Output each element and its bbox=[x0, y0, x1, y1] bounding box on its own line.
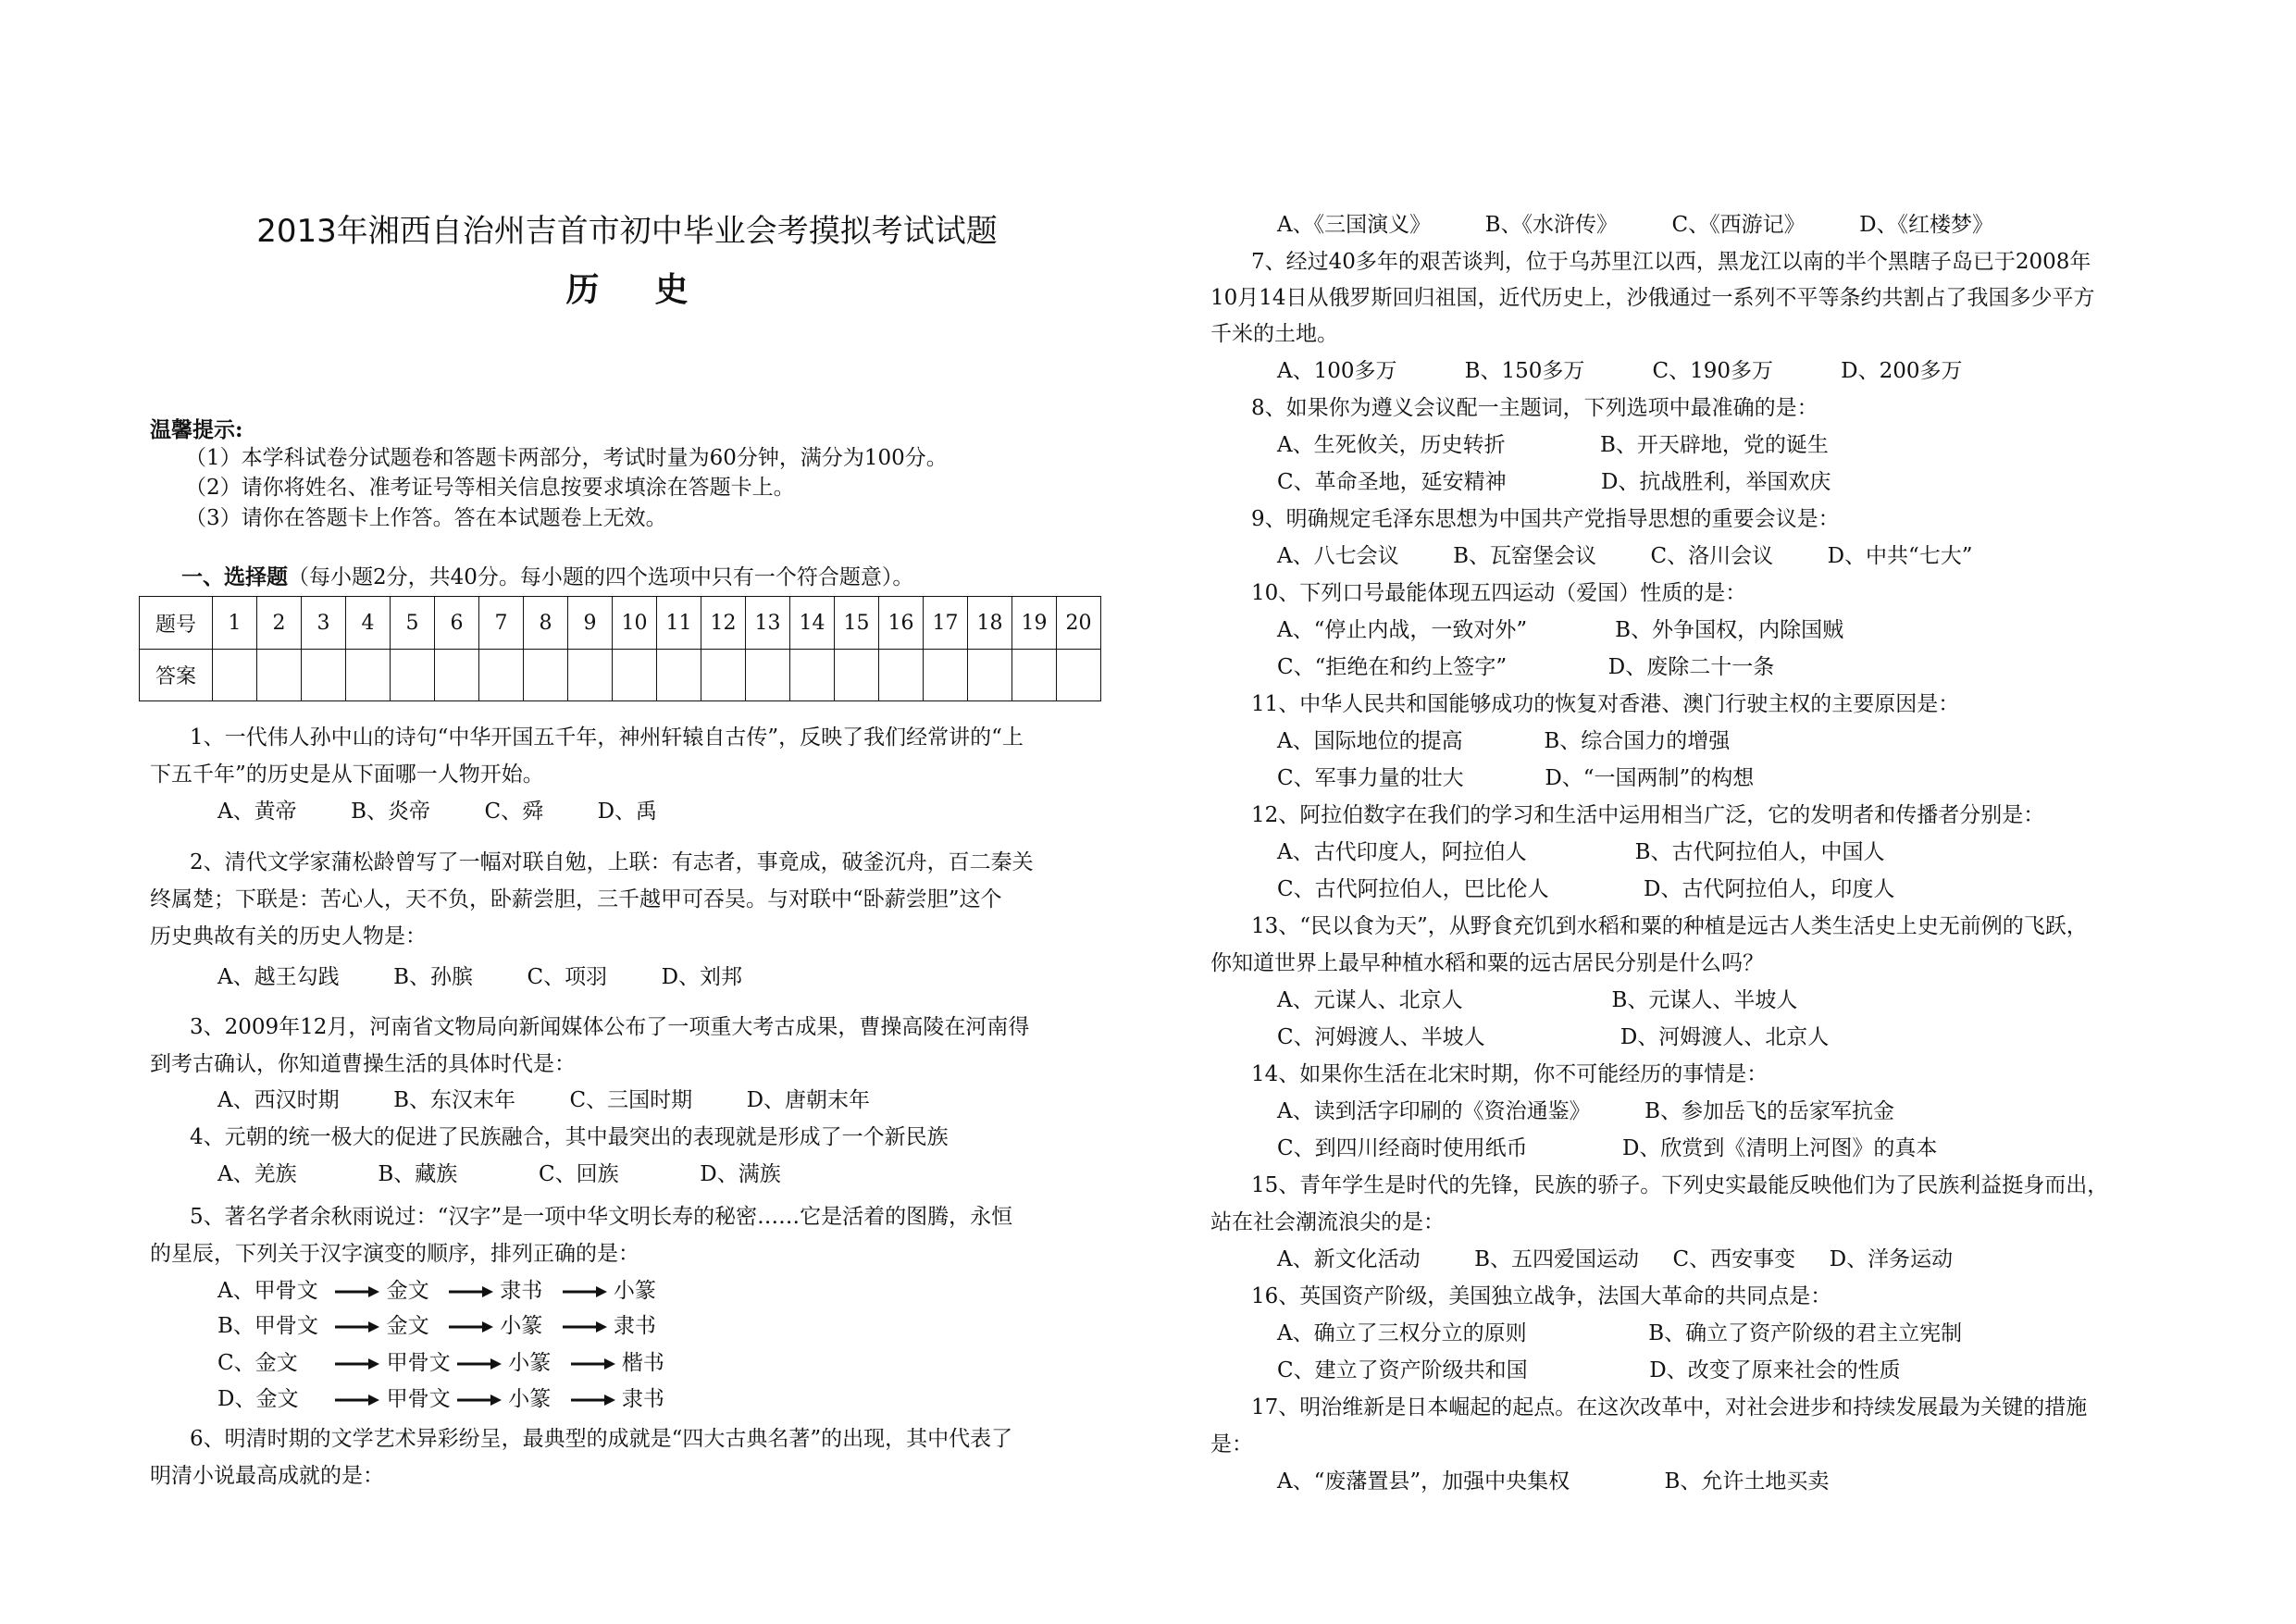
question-number-cell: 8 bbox=[524, 597, 568, 650]
question-line: 终属楚；下联是：苦心人，天不负，卧薪尝胆，三千越甲可吞吴。与对联中“卧薪尝胆”这个 bbox=[150, 887, 1002, 911]
answer-option-line: C、到四川经商时使用纸币 D、欣赏到《清明上河图》的真本 bbox=[1277, 1136, 1938, 1160]
section-note: （每小题2分，共40分。每小题的四个选项中只有一个符合题意）。 bbox=[288, 565, 914, 589]
right-arrow-icon bbox=[449, 1285, 493, 1298]
option-term: 隶书 bbox=[613, 1314, 656, 1338]
answer-option-line: C、建立了资产阶级共和国 D、改变了原来社会的性质 bbox=[1277, 1358, 1901, 1382]
answer-option-line: C、“拒绝在和约上签字” D、废除二十一条 bbox=[1277, 655, 1775, 679]
question-line: 的星辰，下列关于汉字演变的顺序，排列正确的是： bbox=[150, 1242, 639, 1266]
answer-option-line: A、古代印度人，阿拉伯人 B、古代阿拉伯人，中国人 bbox=[1277, 840, 1885, 864]
question-number-cell: 19 bbox=[1012, 597, 1057, 650]
question-number-cell: 15 bbox=[835, 597, 879, 650]
question-line: 16、英国资产阶级，美国独立战争，法国大革命的共同点是： bbox=[1251, 1284, 1832, 1308]
question-number-cell: 4 bbox=[346, 597, 391, 650]
answer-option-line bbox=[217, 1349, 677, 1377]
answer-cell[interactable] bbox=[1012, 650, 1057, 701]
question-line: 历史典故有关的历史人物是： bbox=[150, 924, 427, 948]
question-number-cell: 18 bbox=[968, 597, 1012, 650]
answer-option-line: A、国际地位的提高 B、综合国力的增强 bbox=[1277, 729, 1731, 753]
right-arrow-icon bbox=[457, 1394, 502, 1407]
answer-option-line: A、西汉时期 B、东汉末年 C、三国时期 D、唐朝末年 bbox=[217, 1088, 871, 1112]
question-line: 千米的土地。 bbox=[1210, 322, 1338, 346]
answer-option-line: A、越王勾践 B、孙膑 C、项羽 D、刘邦 bbox=[217, 965, 743, 989]
option-term: 小篆 bbox=[508, 1387, 552, 1411]
answer-option-line: C、军事力量的壮大 D、“一国两制”的构想 bbox=[1277, 766, 1755, 790]
answer-cell[interactable] bbox=[302, 650, 346, 701]
answer-option-line: A、八七会议 B、瓦窑堡会议 C、洛川会议 D、中共“七大” bbox=[1277, 544, 1973, 568]
section-heading bbox=[181, 564, 913, 591]
answer-cell[interactable] bbox=[835, 650, 879, 701]
question-number-cell: 7 bbox=[479, 597, 524, 650]
right-arrow-icon bbox=[571, 1394, 615, 1407]
row-label: 题号 bbox=[140, 597, 213, 650]
question-line: 11、中华人民共和国能够成功的恢复对香港、澳门行驶主权的主要原因是： bbox=[1251, 692, 1960, 716]
answer-option-line bbox=[217, 1312, 669, 1340]
question-line: 8、如果你为遵义会议配一主题词，下列选项中最准确的是： bbox=[1251, 396, 1818, 420]
right-arrow-icon bbox=[563, 1285, 607, 1298]
answer-option-line: C、河姆渡人、半坡人 D、河姆渡人、北京人 bbox=[1277, 1025, 1830, 1049]
question-number-cell: 13 bbox=[746, 597, 790, 650]
answer-cell[interactable] bbox=[746, 650, 790, 701]
answer-option-line: C、革命圣地，延安精神 D、抗战胜利，举国欢庆 bbox=[1277, 470, 1831, 494]
right-arrow-icon bbox=[335, 1320, 379, 1333]
question-line: 7、经过40多年的艰苦谈判，位于乌苏里江以西，黑龙江以南的半个黑瞎子岛已于2008年 bbox=[1251, 250, 2091, 274]
tips-item: （2）请你将姓名、准考证号等相关信息按要求填涂在答题卡上。 bbox=[185, 476, 795, 500]
question-number-cell: 17 bbox=[924, 597, 968, 650]
question-number-cell: 20 bbox=[1057, 597, 1101, 650]
question-line: 2、清代文学家蒲松龄曾写了一幅对联自勉，上联：有志者，事竟成，破釜沉舟，百二秦关 bbox=[190, 850, 1034, 874]
answer-cell[interactable] bbox=[346, 650, 391, 701]
option-term: B、甲骨文 bbox=[217, 1314, 318, 1338]
answer-cell[interactable] bbox=[568, 650, 613, 701]
answer-table bbox=[139, 596, 1101, 701]
question-number-cell: 12 bbox=[701, 597, 746, 650]
question-line: 1、一代伟人孙中山的诗句“中华开国五千年，神州轩辕自古传”，反映了我们经常讲的“上 bbox=[190, 725, 1024, 750]
question-line: 15、青年学生是时代的先锋，民族的骄子。下列史实最能反映他们为了民族利益挺身而出， bbox=[1251, 1173, 2109, 1197]
right-arrow-icon bbox=[571, 1357, 615, 1370]
question-line: 13、“民以食为天”，从野食充饥到水稻和粟的种植是远古人类生活史上史无前例的飞跃， bbox=[1251, 914, 2088, 938]
document-title: 2013年湘西自治州吉首市初中毕业会考摸拟考试试题 bbox=[256, 213, 998, 250]
question-line: 6、明清时期的文学艺术异彩纷呈，最典型的成就是“四大古典名著”的出现，其中代表了 bbox=[190, 1427, 1013, 1451]
answer-cell[interactable] bbox=[924, 650, 968, 701]
answer-option-line: A、羌族 B、藏族 C、回族 D、满族 bbox=[217, 1162, 781, 1186]
question-number-cell: 6 bbox=[435, 597, 479, 650]
right-arrow-icon bbox=[563, 1320, 607, 1333]
answer-option-line bbox=[217, 1277, 669, 1305]
answer-cell[interactable] bbox=[213, 650, 257, 701]
question-line: 14、如果你生活在北宋时期，你不可能经历的事情是： bbox=[1251, 1062, 1769, 1086]
question-line: 是： bbox=[1210, 1432, 1253, 1457]
answer-cell[interactable] bbox=[657, 650, 701, 701]
answer-option-line: A、“废藩置县”，加强中央集权 B、允许土地买卖 bbox=[1277, 1469, 1830, 1494]
section-title: 一、选择题 bbox=[181, 564, 288, 589]
right-arrow-icon bbox=[335, 1357, 379, 1370]
right-arrow-icon bbox=[449, 1320, 493, 1333]
question-line: 10月14日从俄罗斯回归祖国，近代历史上，沙俄通过一系列不平等条约共割占了我国多少平方 bbox=[1210, 286, 2095, 310]
answer-cell[interactable] bbox=[790, 650, 835, 701]
option-term: 隶书 bbox=[621, 1387, 664, 1411]
answer-cell[interactable] bbox=[435, 650, 479, 701]
tips-heading: 温馨提示: bbox=[150, 417, 243, 442]
question-number-cell: 1 bbox=[213, 597, 257, 650]
answer-option-line: A、读到活字印刷的《资治通鉴》 B、参加岳飞的岳家军抗金 bbox=[1277, 1099, 1894, 1123]
question-line: 9、明确规定毛泽东思想为中国共产党指导思想的重要会议是： bbox=[1251, 507, 1840, 531]
answer-option-line: A、《三国演义》 B、《水浒传》 C、《西游记》 D、《红楼梦》 bbox=[1277, 213, 1994, 237]
answer-label: 答案 bbox=[140, 650, 213, 701]
question-line: 你知道世界上最早种植水稻和粟的远古居民分别是什么吗？ bbox=[1210, 951, 1764, 975]
question-number-cell: 11 bbox=[657, 597, 701, 650]
question-line: 下五千年”的历史是从下面哪一人物开始。 bbox=[150, 762, 544, 787]
option-term: 小篆 bbox=[613, 1279, 656, 1303]
answer-cell[interactable] bbox=[968, 650, 1012, 701]
subject-title: 历史 bbox=[565, 271, 744, 309]
answer-cell[interactable] bbox=[257, 650, 302, 701]
question-number-cell: 9 bbox=[568, 597, 613, 650]
question-number-cell: 16 bbox=[879, 597, 924, 650]
question-number-cell: 10 bbox=[613, 597, 657, 650]
answer-table-number-row bbox=[140, 597, 1101, 650]
answer-cell[interactable] bbox=[879, 650, 924, 701]
option-term: A、甲骨文 bbox=[217, 1279, 318, 1303]
answer-option-line: A、确立了三权分立的原则 B、确立了资产阶级的君主立宪制 bbox=[1277, 1321, 1963, 1345]
option-term: C、金文 bbox=[217, 1351, 298, 1375]
answer-cell[interactable] bbox=[613, 650, 657, 701]
question-number-cell: 2 bbox=[257, 597, 302, 650]
answer-cell[interactable] bbox=[524, 650, 568, 701]
option-term: 小篆 bbox=[508, 1351, 552, 1375]
answer-option-line: A、元谋人、北京人 B、元谋人、半坡人 bbox=[1277, 988, 1798, 1012]
answer-cell[interactable] bbox=[391, 650, 435, 701]
answer-cell[interactable] bbox=[479, 650, 524, 701]
option-term: 金文 bbox=[386, 1279, 429, 1303]
answer-cell[interactable] bbox=[701, 650, 746, 701]
question-line: 到考古确认，你知道曹操生活的具体时代是： bbox=[150, 1052, 576, 1076]
answer-option-line: A、生死攸关，历史转折 B、开天辟地，党的诞生 bbox=[1277, 433, 1829, 457]
question-line: 3、2009年12月，河南省文物局向新闻媒体公布了一项重大考古成果，曹操高陵在河南得 bbox=[190, 1015, 1030, 1039]
option-term: 小篆 bbox=[500, 1314, 543, 1338]
question-line: 17、明治维新是日本崛起的起点。在这次改革中，对社会进步和持续发展最为关键的措施 bbox=[1251, 1395, 2088, 1419]
question-number-cell: 5 bbox=[391, 597, 435, 650]
option-term: D、金文 bbox=[217, 1387, 299, 1411]
question-line: 4、元朝的统一极大的促进了民族融合，其中最突出的表现就是形成了一个新民族 bbox=[190, 1125, 949, 1149]
answer-option-line bbox=[217, 1385, 677, 1413]
option-term: 甲骨文 bbox=[386, 1351, 451, 1375]
question-number-cell: 3 bbox=[302, 597, 346, 650]
answer-option-line: A、100多万 B、150多万 C、190多万 D、200多万 bbox=[1277, 359, 1963, 383]
option-term: 楷书 bbox=[621, 1351, 664, 1375]
question-line: 明清小说最高成就的是： bbox=[150, 1464, 384, 1488]
answer-table-answer-row bbox=[140, 650, 1101, 701]
question-number-cell: 14 bbox=[790, 597, 835, 650]
right-arrow-icon bbox=[335, 1285, 379, 1298]
right-arrow-icon bbox=[457, 1357, 502, 1370]
option-term: 甲骨文 bbox=[386, 1387, 451, 1411]
question-line: 12、阿拉伯数字在我们的学习和生活中运用相当广泛，它的发明者和传播者分别是： bbox=[1251, 803, 2045, 827]
tips-item: （3）请你在答题卡上作答。答在本试题卷上无效。 bbox=[185, 506, 667, 530]
right-arrow-icon bbox=[335, 1394, 379, 1407]
option-term: 金文 bbox=[386, 1314, 429, 1338]
answer-option-line: A、黄帝 B、炎帝 C、舜 D、禹 bbox=[217, 800, 658, 824]
answer-cell[interactable] bbox=[1057, 650, 1101, 701]
answer-option-line: A、“停止内战，一致对外” B、外争国权，内除国贼 bbox=[1277, 618, 1844, 642]
question-line: 10、下列口号最能体现五四运动（爱国）性质的是： bbox=[1251, 581, 1747, 605]
question-line: 站在社会潮流浪尖的是： bbox=[1210, 1210, 1445, 1234]
tips-item: （1）本学科试卷分试题卷和答题卡两部分，考试时量为60分钟，满分为100分。 bbox=[185, 446, 948, 470]
answer-option-line: C、古代阿拉伯人，巴比伦人 D、古代阿拉伯人，印度人 bbox=[1277, 877, 1895, 901]
option-term: 隶书 bbox=[500, 1279, 543, 1303]
question-line: 5、著名学者余秋雨说过：“汉字”是一项中华文明长寿的秘密……它是活着的图腾，永恒 bbox=[190, 1205, 1013, 1229]
answer-option-line: A、新文化活动 B、五四爱国运动 C、西安事变 D、洋务运动 bbox=[1277, 1247, 1954, 1271]
